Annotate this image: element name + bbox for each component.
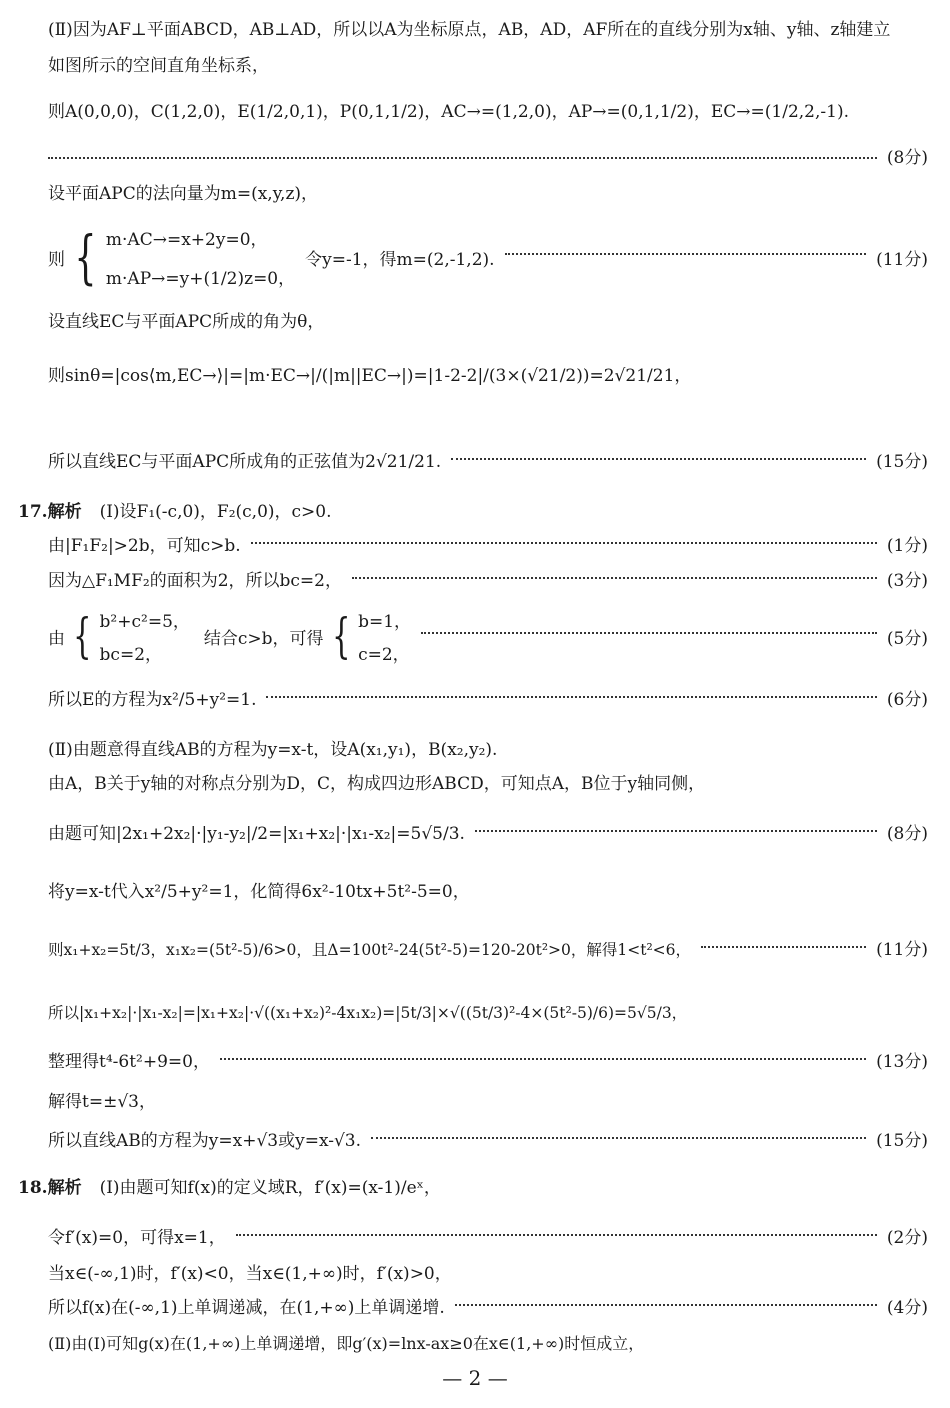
paragraph-text: 因为△F₁MF₂的面积为2，所以bc=2， <box>48 571 342 591</box>
score-line <box>48 690 928 710</box>
dot-leader <box>451 458 866 460</box>
score-line <box>48 1298 928 1318</box>
paragraph-text: 当x∈(-∞,1)时，f′(x)<0，当x∈(1,+∞)时，f′(x)>0， <box>48 1264 452 1284</box>
page-number: — 2 — <box>442 1366 508 1390</box>
text-line <box>48 1334 928 1353</box>
paragraph-text: (Ⅰ)设F₁(-c,0)，F₂(c,0)，c>0. <box>99 502 332 522</box>
score-label: (4分) <box>886 1298 928 1318</box>
paragraph-text: (Ⅱ)因为AF⊥平面ABCD，AB⊥AD，所以以A为坐标原点，AB，AD，AF所在的直线分别为x轴、y轴、z轴建立 <box>48 20 891 40</box>
score-label: (8分) <box>886 824 928 844</box>
score-line <box>48 1228 928 1248</box>
equation-stack <box>358 607 411 665</box>
paragraph-text: 如图所示的空间直角坐标系， <box>48 56 269 76</box>
dot-leader <box>236 1234 877 1236</box>
dot-leader <box>455 1304 877 1306</box>
score-label: (1分) <box>886 536 928 556</box>
system-conclusion: 令y=-1，得m=(2,-1,2). <box>305 249 495 270</box>
paragraph-text: 所以f(x)在(-∞,1)上单调递减，在(1,+∞)上单调递增. <box>48 1298 445 1318</box>
dot-leader <box>505 253 867 255</box>
equation: m·AC→=x+2y=0， <box>105 230 268 250</box>
score-line <box>48 1131 928 1151</box>
score-label: (11分) <box>876 940 928 960</box>
text-line <box>48 312 928 332</box>
brace-symbol: { <box>73 608 92 664</box>
score-line <box>48 452 928 472</box>
text-line <box>48 102 928 122</box>
paragraph-text: 整理得t⁴-6t²+9=0， <box>48 1052 210 1072</box>
paragraph-text: 设直线EC与平面APC所成的角为θ， <box>48 312 325 332</box>
paragraph-text: 解得t=±√3， <box>48 1092 156 1112</box>
dot-leader <box>48 157 877 159</box>
paragraph-text: (Ⅰ)由题可知f(x)的定义域R，f′(x)=(x-1)/eˣ， <box>99 1178 441 1198</box>
score-label: (15分) <box>876 452 928 472</box>
score-label: (6分) <box>886 690 928 710</box>
system-prefix: 由 <box>48 628 65 649</box>
brace-symbol: { <box>74 223 97 291</box>
dot-leader <box>701 946 866 948</box>
text-line <box>48 20 928 40</box>
paragraph-text: 由A，B关于y轴的对称点分别为D，C，构成四边形ABCD，可知点A，B位于y轴同侧， <box>48 774 706 794</box>
sine-formula: 则sinθ=|cos⟨m,EC→⟩|=|m·EC→|/(|m||EC→|)=|1-2-2|/(3×(√21/2))=2√21/21， <box>48 366 692 386</box>
equation: m·AP→=y+(1/2)z=0， <box>105 269 296 289</box>
score-label: (11分) <box>876 249 928 270</box>
paragraph-text: 所以直线EC与平面APC所成角的正弦值为2√21/21. <box>48 452 442 472</box>
score-label: (13分) <box>876 1052 928 1072</box>
text-line <box>48 184 928 204</box>
text-line <box>48 774 928 794</box>
dot-leader <box>266 696 876 698</box>
text-line <box>48 366 928 386</box>
score-line <box>48 148 928 168</box>
paragraph-text: (Ⅱ)由题意得直线AB的方程为y=x-t，设A(x₁,y₁)，B(x₂,y₂). <box>48 740 498 760</box>
dot-leader <box>352 577 877 579</box>
dot-leader <box>475 830 877 832</box>
equation: b²+c²=5， <box>99 612 190 632</box>
score-line <box>48 571 928 591</box>
text-line <box>48 882 928 902</box>
dot-leader <box>220 1058 866 1060</box>
equation: c=2， <box>358 645 410 665</box>
text-line <box>48 1092 928 1112</box>
score-line <box>48 940 928 960</box>
score-line <box>48 536 928 556</box>
system-prefix: 则 <box>48 249 65 270</box>
question-17-header <box>18 502 928 522</box>
text-line <box>48 56 928 76</box>
equation: bc=2， <box>99 645 163 665</box>
system-middle-text: 结合c>b，可得 <box>203 628 324 649</box>
coordinates-formula: 则A(0,0,0)，C(1,2,0)，E(1/2,0,1)，P(0,1,1/2)，AC→=(1,2,0)，AP→=(0,1,1/2)，EC→=(1/2,2,-1). <box>48 102 849 122</box>
question-18-header <box>18 1178 928 1198</box>
paragraph-text: 则x₁+x₂=5t/3，x₁x₂=(5t²-5)/6>0，且Δ=100t²-24(5t²-5)=120-20t²>0，解得1<t²<6， <box>48 940 692 959</box>
dot-leader <box>371 1137 866 1139</box>
dot-leader <box>421 632 877 634</box>
equation: b=1， <box>358 612 412 632</box>
text-line <box>48 1264 928 1284</box>
equation-stack <box>106 225 295 289</box>
paragraph-text: 所以|x₁+x₂|·|x₁-x₂|=|x₁+x₂|·√((x₁+x₂)²-4x₁x₂)=|5t/3|×√((5t/3)²-4×(5t²-5)/6)=5√5/3， <box>48 1004 688 1022</box>
score-label: (8分) <box>886 148 928 168</box>
score-label: (5分) <box>886 628 928 649</box>
paragraph-text: 由题可知|2x₁+2x₂|·|y₁-y₂|/2=|x₁+x₂|·|x₁-x₂|=5√5/3. <box>48 824 465 844</box>
score-label: (3分) <box>886 571 928 591</box>
brace-symbol: { <box>331 608 350 664</box>
score-line <box>48 1052 928 1072</box>
paragraph-text: 设平面APC的法向量为m=(x,y,z)， <box>48 184 319 204</box>
question-label: 17.解析 <box>18 502 82 522</box>
paragraph-text: 所以E的方程为x²/5+y²=1. <box>48 690 257 710</box>
text-line <box>48 740 928 760</box>
equation-system <box>48 604 928 668</box>
paragraph-text: 由|F₁F₂|>2b，可知c>b. <box>48 536 241 556</box>
question-label: 18.解析 <box>18 1178 82 1198</box>
equation-stack <box>100 607 190 665</box>
paragraph-text: (Ⅱ)由(Ⅰ)可知g(x)在(1,+∞)上单调递增，即g′(x)=lnx-ax≥0在x∈(1,+∞)时恒成立， <box>48 1334 645 1353</box>
equation-system <box>48 212 928 302</box>
paragraph-text: 将y=x-t代入x²/5+y²=1，化简得6x²-10tx+5t²-5=0， <box>48 882 470 902</box>
score-label: (2分) <box>886 1228 928 1248</box>
score-line <box>48 824 928 844</box>
paragraph-text: 所以直线AB的方程为y=x+√3或y=x-√3. <box>48 1131 362 1151</box>
paragraph-text: 令f′(x)=0，可得x=1， <box>48 1228 226 1248</box>
score-label: (15分) <box>876 1131 928 1151</box>
text-line <box>48 1004 928 1023</box>
dot-leader <box>251 542 877 544</box>
